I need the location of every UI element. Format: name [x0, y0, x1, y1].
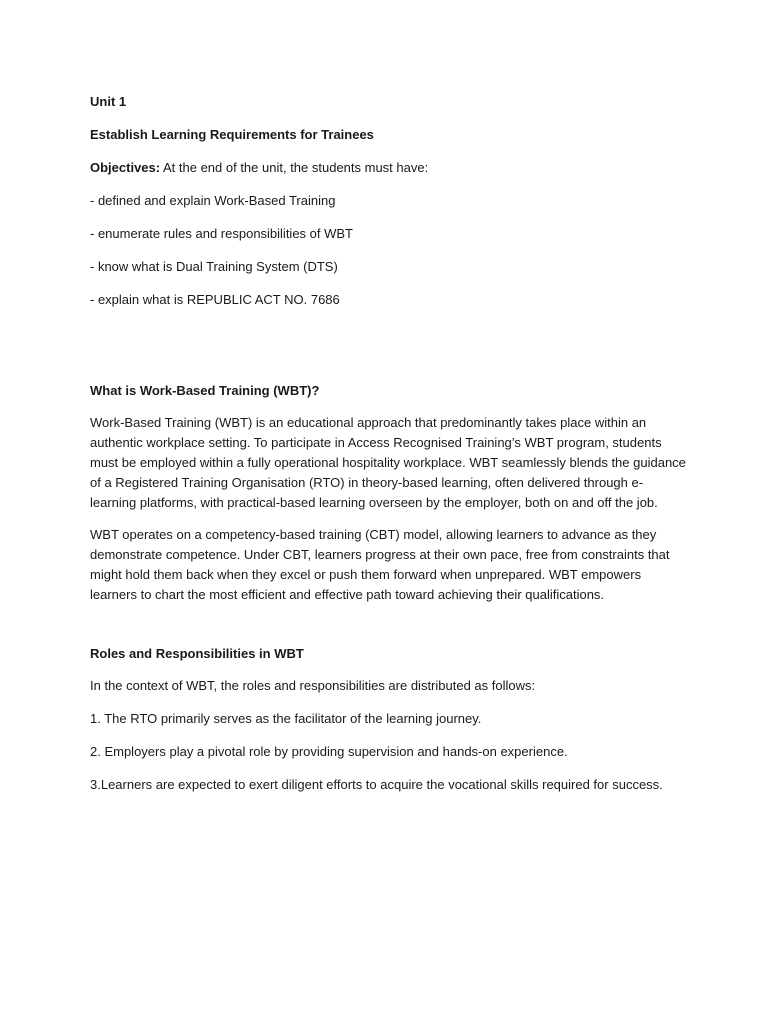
roles-item: 3.Learners are expected to exert diligent efforts to acquire the vocational skills required for success. [90, 777, 663, 792]
objective-item: - defined and explain Work-Based Training [90, 193, 336, 208]
objectives-intro: At the end of the unit, the students must have: [160, 160, 429, 175]
objective-item: - enumerate rules and responsibilities of WBT [90, 226, 354, 241]
section-spacer [90, 617, 686, 644]
document-body [90, 92, 686, 808]
body-paragraph: WBT operates on a competency-based training (CBT) model, allowing learners to advance as they demonstrate competence. Under CBT, learners progress at their own pace, free from constraints that might hold them back when they excel or push them forward when unprepared. WBT empowers learners to chart the most efficient and effective path toward achieving their qualifications. [90, 527, 670, 602]
objectives-line [90, 158, 686, 178]
roles-item: 1. The RTO primarily serves as the facilitator of the learning journey. [90, 711, 482, 726]
unit-label: Unit 1 [90, 94, 127, 109]
section-heading-roles: Roles and Responsibilities in WBT [90, 646, 304, 661]
body-paragraph: Work-Based Training (WBT) is an educational approach that predominantly takes place within an authentic workplace setting. To participate in Access Recognised Training’s WBT program, students must be employed within a fully operational hospitality workplace. WBT seamlessly blends the guidance of a Registered Training Organisation (RTO) in theory-based learning, often delivered through e-learning platforms, with practical-based learning overseen by the employer, both on and off the job. [90, 415, 686, 510]
section-spacer [90, 310, 686, 381]
objective-item: - know what is Dual Training System (DTS) [90, 259, 338, 274]
unit-title: Establish Learning Requirements for Trainees [90, 127, 374, 142]
objective-item: - explain what is REPUBLIC ACT NO. 7686 [90, 292, 340, 307]
objectives-label: Objectives: [90, 160, 161, 175]
section-heading-wbt: What is Work-Based Training (WBT)? [90, 383, 320, 398]
roles-intro: In the context of WBT, the roles and responsibilities are distributed as follows: [90, 678, 536, 693]
roles-item: 2. Employers play a pivotal role by providing supervision and hands-on experience. [90, 744, 568, 759]
